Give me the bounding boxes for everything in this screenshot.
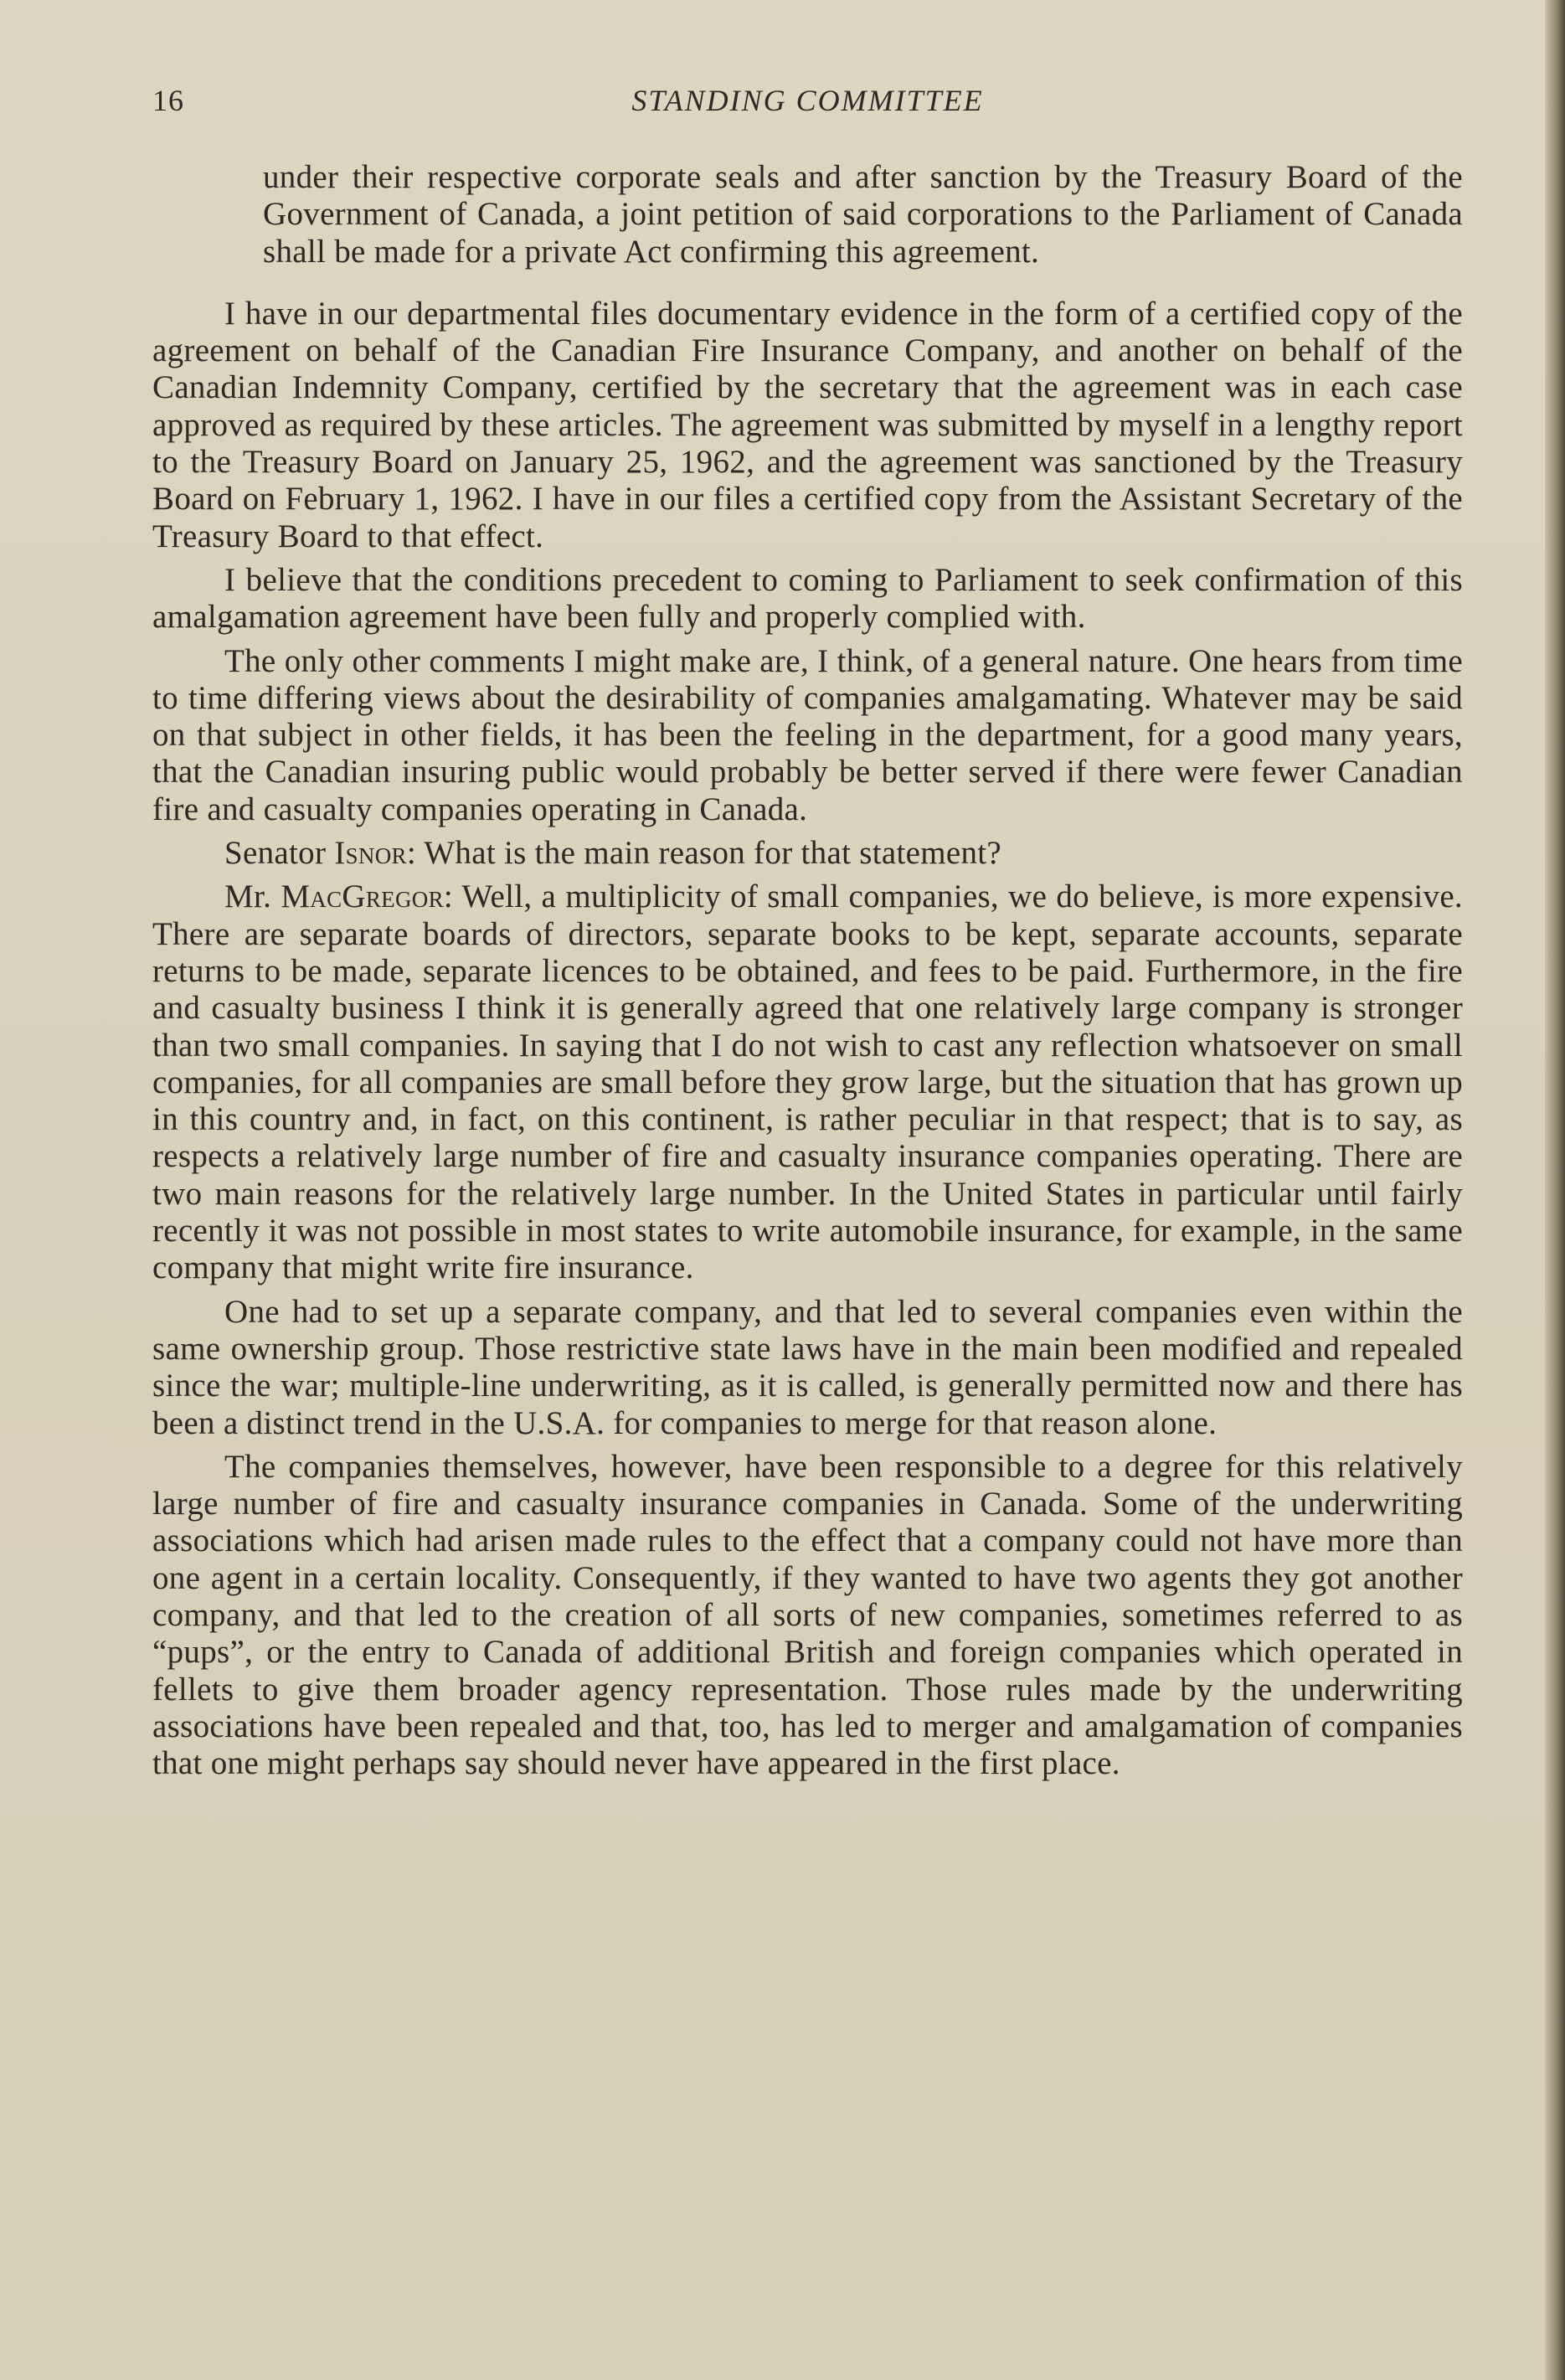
paragraph: The only other comments I might make are, I think, of a general nature. One hears from time to time differing views about the desirability of companies amalgamating. Whatever may be said on that subject in other fields, it has been the feeling in the department, for a good many years, that the Canadian insuring public would probably be better served if there were fewer Canadian fire and casualty companies operating in Canada. bbox=[152, 642, 1463, 827]
speaker-paragraph bbox=[152, 878, 1463, 1286]
page-edge bbox=[1545, 0, 1565, 2380]
speaker-title: Senator bbox=[224, 835, 327, 872]
page-header bbox=[152, 80, 1463, 121]
running-head: STANDING COMMITTEE bbox=[631, 84, 984, 117]
speech-text: : What is the main reason for that statement? bbox=[406, 835, 1002, 872]
paragraph: I have in our departmental files documentary evidence in the form of a certified copy of the agreement on behalf of the Canadian Fire Insurance Company, and another on behalf of the Canadian Indemnity Company, certified by the secretary that the agreement was in each case approved as required by these articles. The agreement was submitted by myself in a lengthy report to the Treasury Board on January 25, 1962, and the agreement was sanctioned by the Treasury Board on February 1, 1962. I have in our files a certified copy from the Assistant Secretary of the Treasury Board to that effect. bbox=[152, 295, 1463, 554]
speech-text: : Well, a multiplicity of small companies, we do believe, is more expensive. There are separate boards of directors, separate books to be kept, separate accounts, separate returns to be made, separate licences to be obtained, and fees to be paid. Furthermore, in the fire and casualty business I think it is generally agreed that one relatively large company is stronger than two small companies. In saying that I do not wish to cast any reflection whatsoever on small companies, for all companies are small before they grow large, but the situation that has grown up in this country and, in fact, on this continent, is rather peculiar in that respect; that is to say, as respects a relatively large number of fire and casualty insurance companies operating. There are two main reasons for the relatively large number. In the United States in particular until fairly recently it was not possible in most states to write automobile insurance, for example, in the same company that might write fire insurance. bbox=[152, 878, 1463, 1286]
speaker-name: MacGregor bbox=[281, 878, 444, 915]
speaker-name: Isnor bbox=[334, 835, 407, 872]
quoted-article: under their respective corporate seals and after sanction by the Treasury Board of the Government of Canada, a joint petition of said corporations to the Parliament of Canada shall be made for a private Act confirming this agreement. bbox=[263, 159, 1463, 270]
paragraph: I believe that the conditions precedent to coming to Parliament to seek confirmation of this amalgamation agreement have been fully and properly complied with. bbox=[152, 561, 1463, 636]
paragraph: The companies themselves, however, have been responsible to a degree for this relatively large number of fire and casualty insurance companies in Canada. Some of the underwriting associations which had arisen made rules to the effect that a company could not have more than one agent in a certain locality. Consequently, if they wanted to have two agents they got another company, and that led to the creation of all sorts of new companies, sometimes referred to as “pups”, or the entry to Canada of additional British and foreign companies which operated in fellets to give them broader agency representation. Those rules made by the underwriting associations have been repealed and that, too, has led to merger and amalgamation of companies that one might perhaps say should never have appeared in the first place. bbox=[152, 1448, 1463, 1782]
speaker-title: Mr. bbox=[224, 878, 272, 915]
page-number: 16 bbox=[152, 84, 184, 117]
body-text bbox=[152, 159, 1463, 1789]
paragraph: One had to set up a separate company, and that led to several companies even within the same ownership group. Those restrictive state laws have in the main been modified and repealed since the war; multiple-line underwriting, as it is called, is generally permitted now and there has been a distinct trend in the U.S.A. for companies to merge for that reason alone. bbox=[152, 1293, 1463, 1441]
speaker-paragraph bbox=[152, 835, 1463, 872]
